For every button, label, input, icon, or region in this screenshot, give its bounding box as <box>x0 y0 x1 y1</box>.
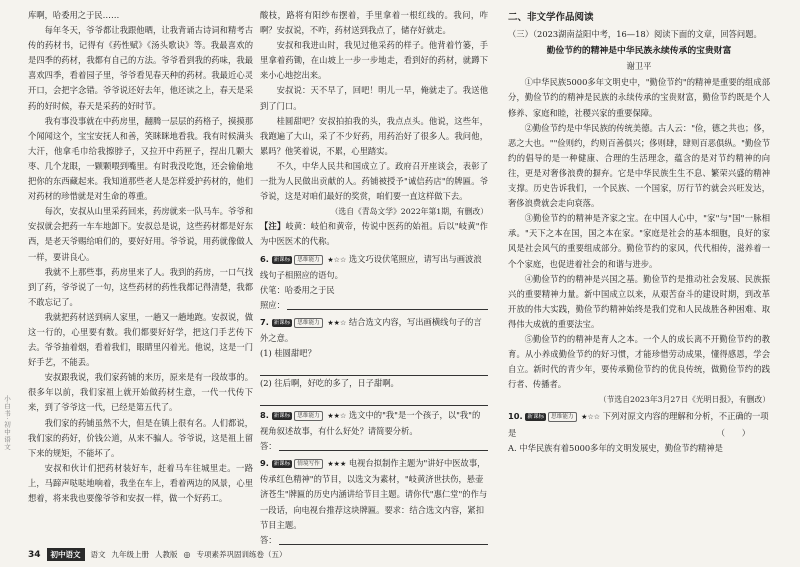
footnote-text: 岐黄：岐伯和黄帝，传说中医药的始祖。后以"岐黄"作为中医医术的代称。 <box>260 221 488 247</box>
question-text: 下列对原文内容的理解和分析，不正确的一项是 <box>508 411 769 438</box>
story-column-1 <box>28 8 253 506</box>
article-paragraph: ②勤俭节约是中华民族的传统美德。古人云："俭，德之共也；侈，恶之大也。""俭则约，约则百善俱兴；侈则肆，肆则百恶俱纵。"勤俭节约的倡导的是一种健康、合理的生活理念，蕴含的是对节约精神的向往，更是对奢侈浪费的摒弃。它是中华民族生生不息、繁荣兴盛的精神支撑。历史告诉我们，一个民族、一个国家，厉行节约就会兴旺发达，奢侈浪费就会走向衰落。 <box>508 122 770 209</box>
page-number: 34 <box>28 549 41 560</box>
skill-tag: 思维能力 <box>294 411 322 421</box>
story-paragraph: 酸枝，路将有阳纱布摆着，手里拿着一根红线的。我问，咋啊？安叔说，不咋，药材送到我点了，储存好就走。 <box>260 10 488 36</box>
difficulty-stars: ★☆☆ <box>327 255 347 264</box>
difficulty-stars: ★☆☆ <box>581 413 600 422</box>
section-heading: 二、非文学作品阅读 <box>508 12 594 23</box>
curriculum-tag: 新课标 <box>273 256 291 263</box>
sub-question: (2) 往后啊，好吃的多了，日子甜啊。 <box>260 377 399 388</box>
article-paragraph: ①中华民族5000多年文明史中，"勤俭节约"的精神是重要的组成部分，勤俭节约的精神是民族的永续传承的宝贵财富，勤俭节约既是个人修养、家庭和睦，社稷兴家的重要保障。 <box>508 77 770 118</box>
series-label: 专项素养巩固训练卷（五） <box>196 550 287 559</box>
answer-field-echo[interactable] <box>260 298 488 313</box>
answer-field-foreshadow[interactable] <box>260 283 488 298</box>
curriculum-tag: 新课标 <box>273 461 291 468</box>
field-label: 答： <box>260 441 277 452</box>
curriculum-tag: 新课标 <box>273 413 291 420</box>
story-source: （选自《青岛文学》2022年第1期，有删改） <box>330 207 488 217</box>
story-column-2 <box>260 8 488 548</box>
article-title: 勤俭节约的精神是中华民族永续传承的宝贵财富 <box>546 46 732 57</box>
question-9 <box>260 456 488 547</box>
question-number: 9. <box>260 458 269 469</box>
question-text: 电视台拟制作主题为"讲好中医故事，传承红色精神"的节目，以选文为素材，"岐黄济世扶伤，悬壶济苍生"牌匾的历史内涵讲给节目主题。请你代"惠仁堂"的作与一段话，向电视台推荐这块牌匾。要求：结合选文内容，紧扣节目主题。 <box>260 458 488 530</box>
article-author: 谢卫平 <box>626 61 652 72</box>
field-label: 答： <box>260 534 277 545</box>
answer-parenthesis[interactable]: （ ） <box>716 427 750 438</box>
brand-logo: 初中语文 <box>47 548 85 561</box>
question-text: 选文中的"我"是一个孩子，以"我"的视角叙述故事，有什么好处？请简要分析。 <box>260 410 481 437</box>
answer-field[interactable] <box>260 439 488 454</box>
target-icon: ◎ <box>183 550 191 559</box>
story-paragraph: 安叔说：天不早了，回吧！明儿一早，俺就走了。我送他到了门口。 <box>260 85 488 111</box>
skill-tag: 思维能力 <box>548 412 576 422</box>
answer-field[interactable] <box>260 533 488 548</box>
question-number: 10. <box>508 411 523 422</box>
curriculum-tag: 新课标 <box>273 319 291 326</box>
difficulty-stars: ★★☆ <box>327 412 347 421</box>
difficulty-stars: ★★★ <box>327 460 347 469</box>
answer-line[interactable] <box>260 391 488 406</box>
article-paragraph: ④勤俭节约的精神是兴国之基。勤俭节约是推动社会发展、民族振兴的重要精神力量。新中国成立以来，从艰苦奋斗的建设时期，到改革开放的伟大实践，勤俭节约精神始终是我们党和人民战胜各种困难、取得伟大成就的重要法宝。 <box>508 273 770 329</box>
article-paragraph: ③勤俭节约的精神是齐家之宝。在中国人心中，"家"与"国"一脉相承。"天下之本在国，国之本在家。"家庭是社会的基本细胞，良好的家风是社会风气的重要组成部分。勤俭节约的家风，代代相传，滋养着一个个家庭，也促进着社会的和谐与进步。 <box>508 213 770 269</box>
article-paragraph: ⑤勤俭节约的精神是育人之本。一个人的成长离不开勤俭节约的教育。从小养成勤俭节约的好习惯，才能珍惜劳动成果，懂得感恩，学会自立。新时代的青少年，要传承勤俭节约的优良传统，做勤俭节约的践行者、传播者。 <box>508 333 770 390</box>
question-10 <box>508 409 770 455</box>
question-text: 结合选文内容，写出画横线句子的言外之意。 <box>260 316 482 343</box>
option-a[interactable]: A. 中华民族有着5000多年的文明发展史，勤俭节约精神是 <box>508 442 723 453</box>
story-paragraph: 我们家的药铺虽然不大，但是在镇上很有名。人们都说，我们家的药好，价钱公道，从来不骗人。爷爷说，这是祖上留下来的规矩，不能坏了。 <box>28 417 253 458</box>
answer-line[interactable] <box>260 361 488 376</box>
skill-tag: 思维能力 <box>294 318 322 328</box>
question-8 <box>260 408 488 454</box>
field-label: 伏笔：哈委用之于民 <box>260 284 335 295</box>
story-paragraph: 每年冬天，爷爷都让我跟他晒，让我背诵古诗词和精考古传的药材书，记得有《药性赋》《汤头歌诀》等。我最喜欢的是四季的药材，我都有自己的方法。爷爷看到我的药味，我最喜欢四季，看着园子里，爷爷看见春天种的药材。我最近心灵开口，会把字念错。爷爷说还好去年，他还读之上，春天是采药的好时候，春天是采药的好时节。 <box>28 25 253 111</box>
side-margin-text: 小白书·初中语文 <box>3 395 11 451</box>
story-paragraph: 我就把药材送到病人家里，一趟又一趟地跑。安叔说，做这一行的，心里要有数。我们都要好好学，把这门手艺传下去。爷爷抽着烟，看着我们，眼睛里闪着光。他说，这是一门好手艺，不能丢。 <box>28 311 253 368</box>
story-paragraph: 我就不上那些事，药房里来了人。我到的药房，一口气找到了药，爷爷说了一句，这些药材的药性我都记得清楚，我都不敢忘记了。 <box>28 266 253 307</box>
skill-tag: 思维能力 <box>294 255 322 265</box>
story-paragraph: 每次，安叔从山里采药回来，药房就来一队马车。爷爷和安叔就会把药一车车地卸下。安叔总是说，这些药材都是好东西，是老天爷赐给咱们的，要好好用。爷爷说，用药就像做人一样，要讲良心。 <box>28 206 253 262</box>
sub-question: (1) 桂圆甜吧？ <box>260 347 316 358</box>
curriculum-tag: 新课标 <box>527 414 545 421</box>
question-6 <box>260 252 488 313</box>
story-paragraph: 安叔和我进山时，我见过他采药的样子。他背着竹篓，手里拿着药锄，在山坡上一步一步地走，看到好的药材，就蹲下来小心地挖出来。 <box>260 40 488 81</box>
article-source: （节选自2023年3月27日《光明日报》，有删改） <box>598 395 770 405</box>
story-paragraph: 桂圆甜吧？安叔拍拍我的头，我点点头。他说，这些年，我跑遍了大山，采了不少好药，用药治好了很多人。我问他，累吗？他笑着说，不累，心里踏实。 <box>260 115 488 156</box>
question-text: 选文巧设伏笔照应，请写出与画波浪线句子相照应的语句。 <box>260 253 482 280</box>
field-label: 照应： <box>260 299 285 310</box>
edition-label: 人教版 <box>155 550 178 559</box>
story-paragraph: 我有事没事就在中药房里，翻腾一层层的药格子，摸摸那个闻闻这个，宝宝安抚人和善，笑眯眯地看我。我有时候满头大汗，他拿毛巾给我擦脖子，又拉开中药匣子，捏出几颗大枣、几个龙眼，一颗颗喂到嘴里。有时我没吃饱，还会偷偷地把你的东西藏起来。我知道那些老人是怎样爱护药材的，他们对药材的珍惜就是对生命的尊重。 <box>28 115 253 202</box>
difficulty-stars: ★★☆ <box>327 318 347 327</box>
story-paragraph: 安叔跟我说，我们家药铺的来历，原来是有一段故事的。很多年以前，我们家祖上就开始做药材生意，一代一代传下来，到了爷爷这一代，已经是第五代了。 <box>28 372 253 413</box>
subject-label: 语文 <box>90 550 106 559</box>
question-number: 8. <box>260 410 269 421</box>
question-7 <box>260 315 488 406</box>
page-footer <box>28 548 488 561</box>
story-paragraph: 不久，中华人民共和国成立了。政府召开座谈会，表彰了一批为人民做出贡献的人。药铺被授予"诚信药店"的牌匾。爷爷说，这是对咱们最好的奖赏，咱们要一直这样做下去。 <box>260 160 488 202</box>
question-number: 7. <box>260 316 269 327</box>
footnote-label: 【注】 <box>260 221 286 232</box>
grade-label: 九年级上册 <box>111 550 150 559</box>
question-number: 6. <box>260 253 269 264</box>
section-intro: （三）（2023湖南益阳中考，16—18）阅读下面的文章，回答问题。 <box>508 29 762 40</box>
footnote <box>260 219 488 249</box>
story-paragraph: 库啊，哈委用之于民…… <box>28 10 120 20</box>
story-paragraph: 安叔和伙计们把药材装好车，赶着马车往城里走。一路上，马蹄声哒哒地响着，我坐在车上，看着两边的风景，心里想着，将来我也要像爷爷和安叔一样，做一个好药工。 <box>28 462 253 503</box>
article-column <box>508 8 770 456</box>
skill-tag: 情境写作 <box>294 459 322 469</box>
